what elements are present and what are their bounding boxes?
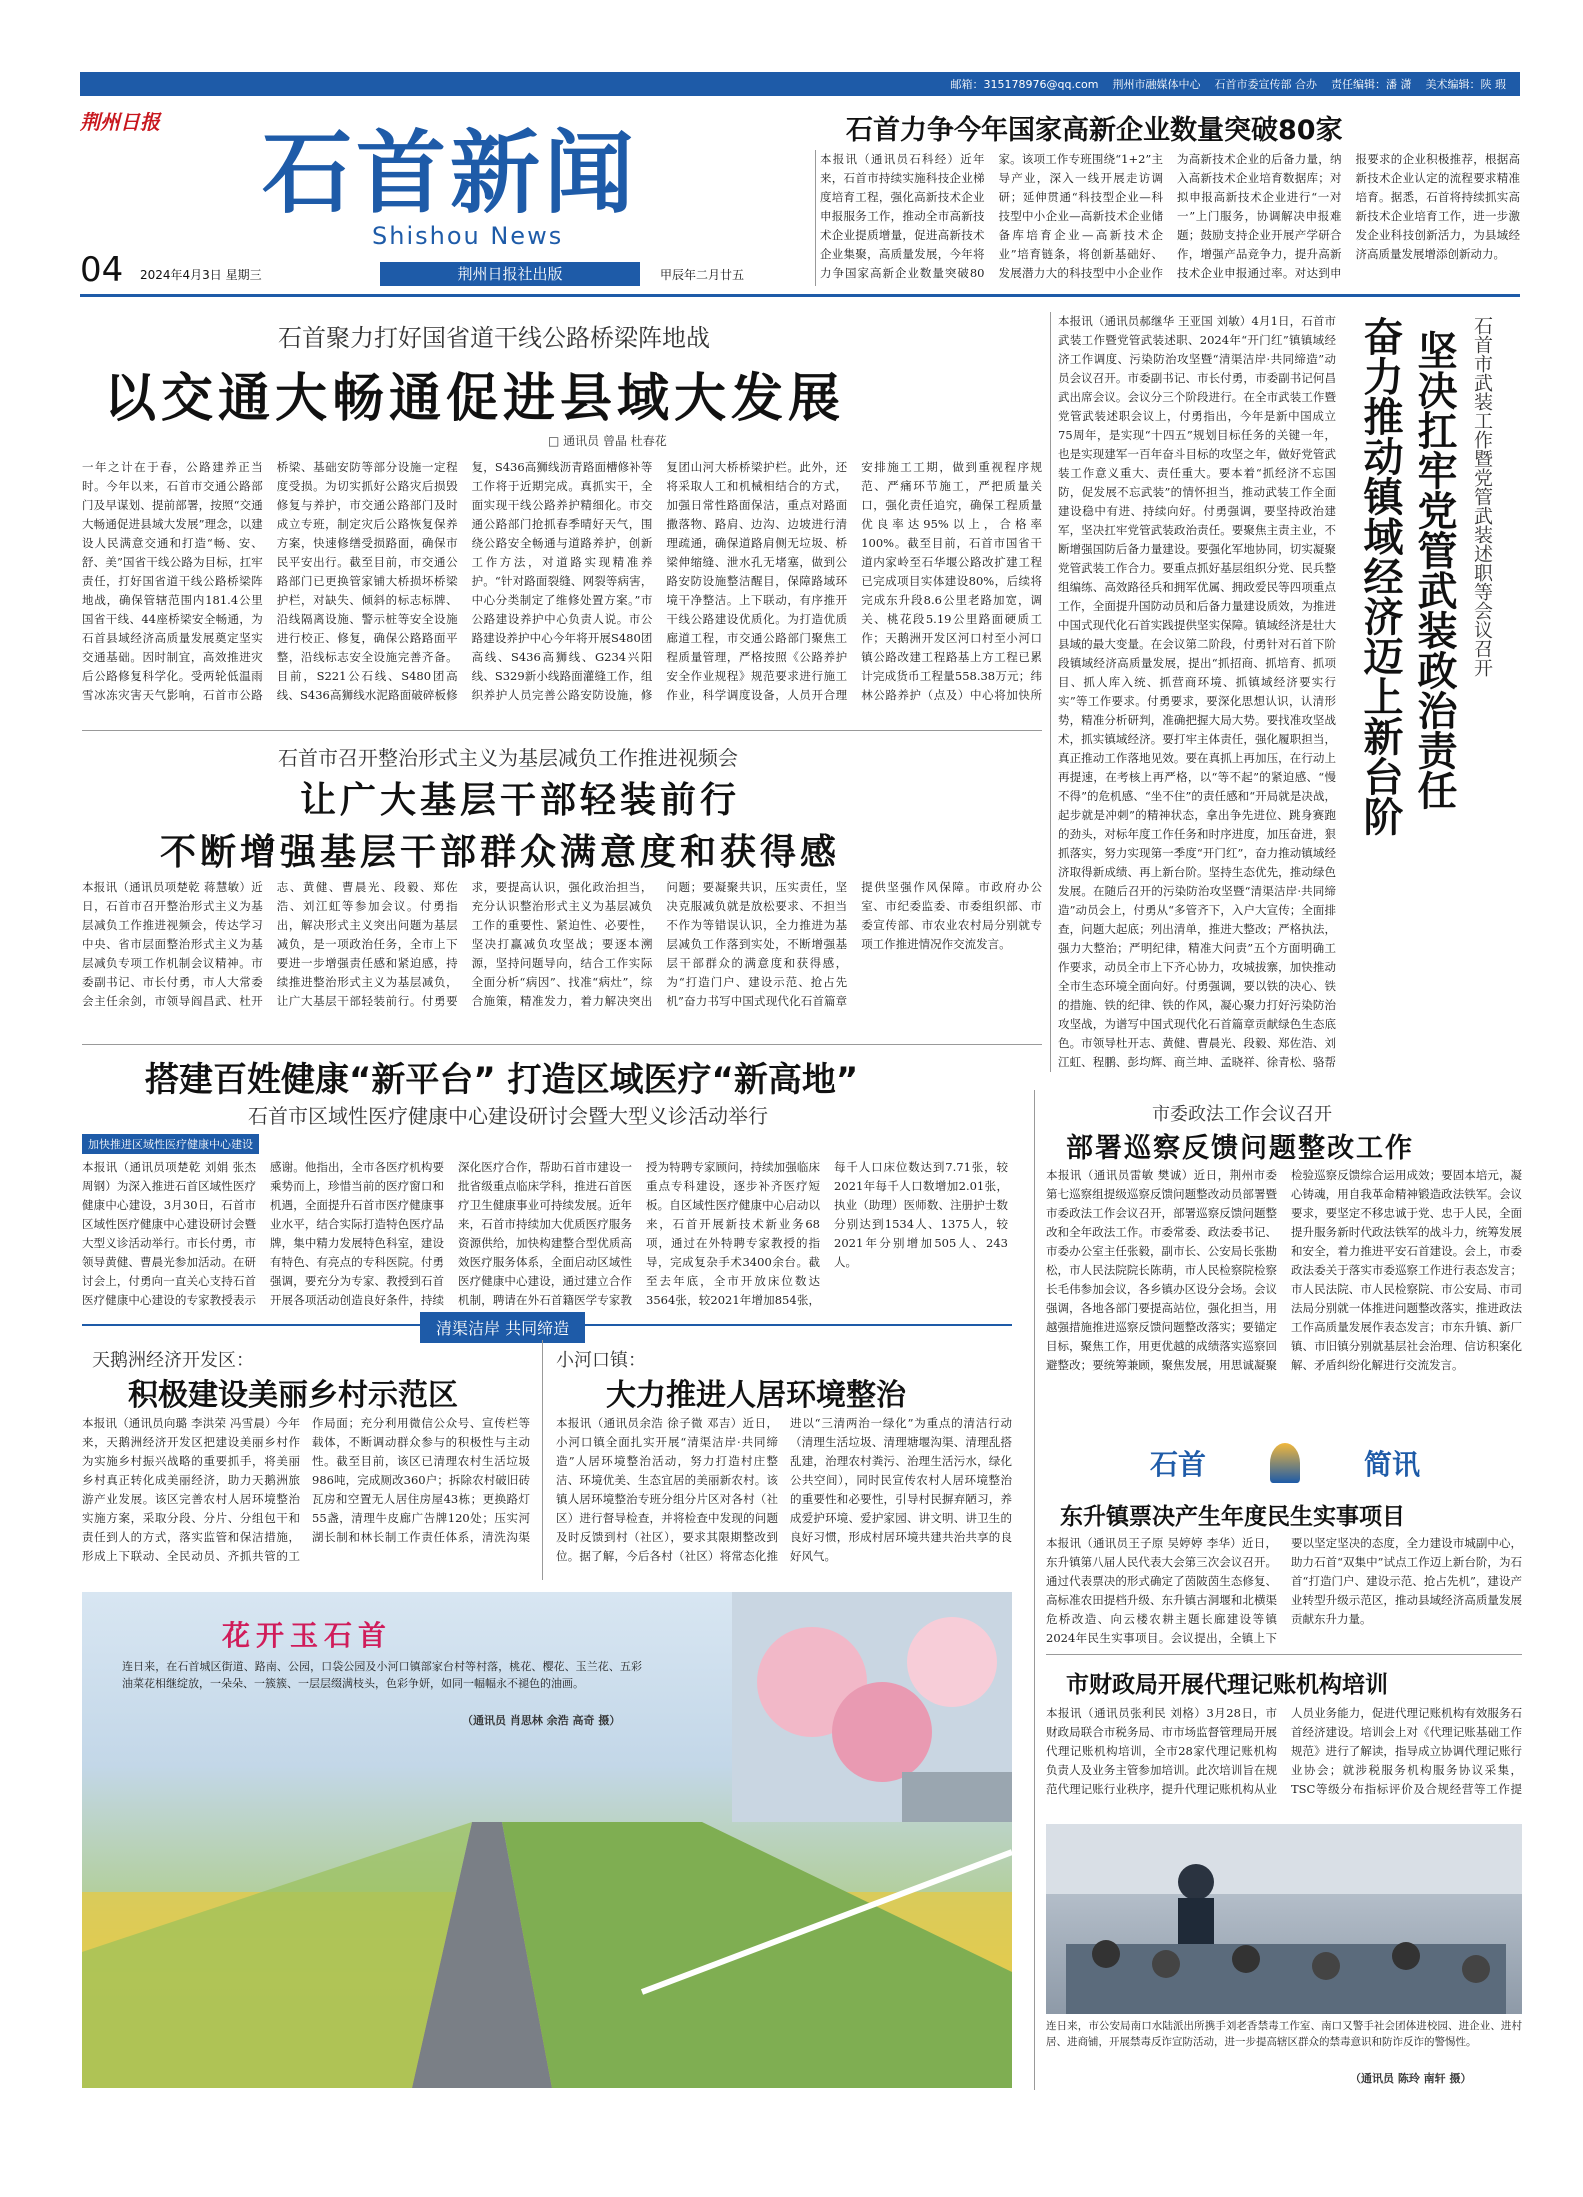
article-2-title: 以交通大畅通促进县域大发展 bbox=[104, 369, 846, 429]
article-3-kicker: 石首市召开整治形式主义为基层减负工作推进视频会 bbox=[278, 746, 738, 770]
photo-caption: 连日来，在石首城区街道、路南、公园，口袋公园及小河口镇部家台村等村落，桃花、樱花、玉兰花、五彩油菜花相继绽放，一朵朵、一簇簇、一层层缀满枝头，色彩争妍，如同一幅幅永不褪色的油画。 bbox=[122, 1660, 642, 1690]
article-4-label: 石首市武装工作暨党管武装述职等会议召开 bbox=[1471, 316, 1493, 677]
divider bbox=[815, 150, 816, 286]
article-5-title: 搭建百姓健康“新平台” 打造区域医疗“新高地” bbox=[145, 1060, 859, 1100]
antidrug-credit: （通讯员 陈玲 南轩 摄） bbox=[1350, 2072, 1472, 2085]
issue-date: 2024年4月3日 星期三 bbox=[140, 268, 262, 282]
article-2-kicker: 石首聚力打好国省道干线公路桥梁阵地战 bbox=[278, 324, 710, 352]
header-rule bbox=[80, 294, 1520, 297]
article-7-title: 积极建设美丽乡村示范区 bbox=[128, 1378, 458, 1413]
org-text: 荆州市融媒体中心 bbox=[1112, 78, 1201, 91]
lunar-date: 甲辰年二月廿五 bbox=[660, 268, 745, 282]
newspaper-logo: 荆州日报 bbox=[80, 110, 160, 134]
spring-flowers-photo bbox=[82, 1592, 1012, 2088]
article-5-body: 本报讯（通讯员项楚乾 刘娟 张杰 周钢）为深入推进石首区域性医疗健康中心建设，3月30日，石首市区域性医疗健康中心建设研讨会暨大型义诊活动举行。市长付勇，市领导黄健、曹晨光参加活动。在研讨会上，付勇向一直关心支持石首医疗健康中心建设的专家教授表示感谢。他指出，全市各医疗机构要乘势而上，珍惜当前的医疗窗口和机遇，全面提升石首市医疗健康事业水平，结合实际打造特色医疗品牌，集中精力发展特色科室，建设有特色、有亮点的专科医院。付勇强调，要充分为专家、教授到石首开展各项活动创造良好条件，持续深化医疗合作，帮助石首市建设一批省级重点临床学科，推进石首医疗卫生健康事业可持续发展。近年来，石首市持续加大优质医疗服务资源供给，加快构建整合型优质高效医疗服务体系，全面启动区域性医疗健康中心建设，通过建立合作机制，聘请在外石首籍医学专家教授为特聘专家顾问，持续加强临床重点专科建设，逐步补齐医疗短板。自区域性医疗健康中心启动以来，石首开展新技术新业务68项，通过在外特聘专家教授的指导，完成复杂手术3400余台。截至去年底，全市开放床位数达3564张，较2021年增加854张，每千人口床位数达到7.71张，较2021年每千人口数增加2.01张，执业（助理）医师数、注册护士数分别达到1534人、1375人，较2021年分别增加505人、243人。 bbox=[82, 1160, 1008, 1307]
article-1-body: 本报讯（通讯员石科经）近年来，石首市持续实施科技企业梯度培育工程，强化高新技术企业申报服务工作，推动全市高新技术企业提质增量，促进高新技术企业集聚，高质量发展，今年将力争国家高新企业数量突破80家。该项工作专班围绕“1+2”主导产业，深入一线开展走访调研；延伸贯通“科技型企业—科技型中小企业—高新技术企业储备库培育企业—高新技术企业”培育链条，将创新基础好、发展潜力大的科技型中小企业作为高新技术企业的后备力量，纳入高新技术企业培育数据库；对拟申报高新技术企业进行“一对一”上门服务，协调解决申报难题；鼓励支持企业开展产学研合作，增强产品竞争力，提升高新技术企业申报通过率。对达到申报要求的企业积极推荐，根据高新技术企业认定的流程要求精准培育。据悉，石首将持续抓实高新技术企业培育工作，进一步激发企业科技创新活力，为县域经济高质量发展增添创新动力。 bbox=[820, 152, 1520, 280]
email-text: 邮箱：315178976@qq.com bbox=[950, 78, 1099, 91]
article-8-body: 本报讯（通讯员余浩 徐子微 邓吉）近日，小河口镇全面扎实开展“清渠洁岸·共同缔造”人居环境整治活动，努力打造村庄整洁、环境优美、生态宜居的美丽新农村。该镇人居环境整治专班分组分片区对各村（社区）进行督导检查，并将检查中发现的问题及时反馈到村（社区），要求其限期整改到位。据了解，今后各村（社区）将常态化推进以“三清两治一绿化”为重点的清洁行动（清理生活垃圾、清理塘堰沟渠、清理乱搭乱建，治理农村粪污、治理生活污水，绿化公共空间），同时民宣传农村人居环境整治的重要性和必要性，引导村民摒弃陋习，养成爱护环境、爱护家园、讲文明、讲卫生的良好习惯，形成村居环境共建共治共享的良好风气。 bbox=[556, 1416, 1012, 1563]
divider bbox=[1050, 312, 1051, 1072]
article-6-kicker: 市委政法工作会议召开 bbox=[1152, 1104, 1332, 1125]
article-6-title: 部署巡察反馈问题整改工作 bbox=[1066, 1133, 1414, 1164]
article-2-byline: □ 通讯员 曾晶 杜春花 bbox=[548, 434, 667, 448]
contact-bar bbox=[80, 72, 1520, 96]
classroom-illustration bbox=[1046, 1824, 1522, 2014]
article-7-body: 本报讯（通讯员向璐 李洪荣 冯雪晨）今年来，天鹅洲经济开发区把建设美丽乡村作为实施乡村振兴战略的重要抓手，将美丽乡村真正转化成美丽经济，助力天鹅洲旅游产业发展。该区完善农村人居环境整治实施方案，采取分段、分片、分组包干和责任到人的方式，落实监管和保洁措施，形成上下联动、全民动员、齐抓共管的工作局面；充分利用微信公众号、宣传栏等载体，不断调动群众参与的积极性与主动性。截至目前，该区已清理农村生活垃圾986吨，完成厕改360户；拆除农村破旧砖瓦房和空置无人居住房屋43栋；更换路灯55盏，清理牛皮廊广告牌120处；压实河湖长制和林长制工作责任体系，清洗沟渠 bbox=[82, 1416, 530, 1563]
brief-1-title: 东升镇票决产生年度民生实事项目 bbox=[1060, 1504, 1405, 1530]
article-3-body: 本报讯（通讯员项楚乾 蒋慧敏）近日，石首市召开整治形式主义为基层减负工作推进视频会，传达学习中央、省市层面整治形式主义为基层减负专项工作机制会议精神。市委副书记、市长付勇，市人大常委会主任余剑，市领导阎昌武、杜开志、黄健、曹晨光、段毅、郑佐浩、刘江虹等参加会议。付勇指出，解决形式主义突出问题为基层减负，是一项政治任务，全市上下要进一步增强责任感和紧迫感，持续推进整治形式主义为基层减负，让广大基层干部轻装前行。付勇要求，要提高认识，强化政治担当，充分认识整治形式主义为基层减负工作的重要性、紧迫性、必要性，坚决打赢减负攻坚战；要逐本溯源，坚持问题导向，结合工作实际全面分析“病因”、找准“病灶”，综合施策，精准发力，着力解决突出问题；要凝聚共识，压实责任，坚决克服减负就是放松要求、不担当不作为等错误认识，全力推进为基层减负工作落到实处，不断增强基层干部群众的满意度和获得感，为“打造门户、建设示范、抢占先机”奋力书写中国式现代化石首篇章提供坚强作风保障。市政府办公室、市纪委监委、市委组织部、市委宣传部、市农业农村局分别就专项工作推进情况作交流发言。 bbox=[82, 880, 1042, 1008]
article-5-subtitle: 石首市区域性医疗健康中心建设研讨会暨大型义诊活动举行 bbox=[248, 1104, 768, 1128]
article-4-title-1: 坚决扛牢党管武装政治责任 bbox=[1411, 330, 1457, 810]
divider bbox=[82, 730, 1042, 731]
brief-2-title: 市财政局开展代理记账机构培训 bbox=[1066, 1672, 1388, 1698]
photo-title: 花开玉石首 bbox=[222, 1619, 393, 1652]
brief-1-body: 本报讯（通讯员王子原 吴婷婷 李华）近日，东升镇第八届人民代表大会第三次会议召开。通过代表票决的形式确定了茵陂茵生态修复、高标准农田提档升级、东升镇古洞堰和北横渠危桥改造、向云楼农耕主题长廊建设等镇2024年民生实事项目。会议提出，全镇上下要以坚定坚决的态度，全力建设市城副中心，助力石首“双集中”试点工作迈上新台阶，为石首“打造门户、建设示范、抢占先机”，建设产业转型升级示范区，推动县域经济高质量发展贡献东升力量。 bbox=[1046, 1536, 1522, 1645]
co-org-text: 石首市委宣传部 合办 bbox=[1214, 78, 1317, 91]
brief-logo-right: 简讯 bbox=[1363, 1448, 1420, 1481]
divider bbox=[82, 1044, 1042, 1045]
flame-icon bbox=[1270, 1443, 1300, 1483]
article-8-kicker: 小河口镇： bbox=[556, 1350, 646, 1371]
brief-logo-left: 石首 bbox=[1150, 1448, 1207, 1481]
antidrug-caption: 连日来，市公安局南口水陆派出所携手刘老香禁毒工作室、南口又警手社会团体进校园、进企业、进村居、进商铺，开展禁毒反诈宣防活动，进一步提高辖区群众的禁毒意识和防诈反诈的警惕性。 bbox=[1046, 2020, 1522, 2048]
article-3-title-2: 不断增强基层干部群众满意度和获得感 bbox=[160, 832, 841, 873]
brief-logo bbox=[1150, 1438, 1420, 1488]
page-number: 04 bbox=[80, 250, 124, 290]
article-6-body: 本报讯（通讯员雷敏 樊诚）近日，荆州市委第七巡察组提级巡察反馈问题整改动员部署暨市委政法工作会议召开，部署巡察反馈问题整改和全年政法工作。市委常委、政法委书记、市委办公室主任张毅，副市长、公安局长张勘松，市人民法院院长陈萌，市人民检察院检察长毛伟参加会议，各乡镇办区设分会场。会议强调，各地各部门要提高站位，强化担当，用越强措施推进巡察反馈问题整改落实；要锚定目标，聚焦工作，用更优越的成绩落实巡察回避整改；要统筹兼顾，聚焦发展，用思诚凝聚检验巡察反馈综合运用成效；要固本培元，凝心铸魂，用自我革命精神锻造政法铁军。会议要求，要坚定不移忠诚于党、忠于人民，全面提升服务新时代政法铁军的战斗力，统筹发展和安全，着力推进平安石首建设。会上，市委政法委关于落实市委巡察工作进行表态发言；市人民法院、市人民检察院、市公安局、市司法局分别就一体推进问题整改落实，推进政法工作高质量发展作表态发言；市东升镇、新厂镇、市旧镇分别就基层社会治理、信访积案化解、矛盾纠纷化解进行交流发言。 bbox=[1046, 1168, 1522, 1372]
brief-2-body: 本报讯（通讯员张利民 刘格）3月28日，市财政局联合市税务局、市市场监督管理局开展代理记账机构培训，全市28家代理记账机构负责人及业务主管参加培训。此次培训旨在规范代理记账行业秩序，提升代理记账机构从业人员业务能力，促进代理记账机构有效服务石首经济建设。培训会上对《代理记账基础工作规范》进行了解读，指导成立协调代理记账行业协会；就涉税服务机构服务协议采集，TSC等级分布指标评价及合规经营等工作提 bbox=[1046, 1706, 1522, 1796]
masthead-english: Shishou News bbox=[372, 222, 564, 250]
article-2-body: 一年之计在于春，公路建养正当时。今年以来，石首市交通公路部门及早谋划、提前部署，按照“交通大畅通促进县域大发展”理念，以建设人民满意交通和打造“畅、安、舒、美”国省干线公路为目标，扛牢责任，打好国省道干线公路桥梁阵地战，确保管辖范围内181.4公里国省干线、44座桥梁安全畅通，为石首县域经济高质量发展奠定坚实交通基础。因时制宜，高效推进灾后公路修复科学化。受两轮低温雨雪冰冻灾害天气影响，石首市公路桥梁、基础安防等部分设施一定程度受损。为切实抓好公路灾后损毁修复与养护，市交通公路部门及时成立专班，制定灾后公路恢复保养方案，快速修缮受损路面，确保市民平安出行。截至目前，市交通公路部门已更换管家铺大桥损坏桥梁护栏，对缺失、倾斜的标志标牌、沿线隔离设施、警示桩等安全设施进行校正、修复，确保公路路面平整，沿线标志安全设施完善齐备。目前，S221公石线、S480团高线、S436高狮线水泥路面破碎板修复，S436高狮线沥青路面槽修补等工作将于近期完成。真抓实干，全面实现干线公路养护精细化。市交通公路部门抢抓春季晴好天气，围绕公路安全畅通与道路养护，创新工作方法，对道路实现精准养护。“针对路面裂缝、网裂等病害，中心分类制定了维修处置方案。”市公路建设养护中心负责人说。市公路建设养护中心今年将开展S480团高线、S436高狮线、G234兴阳线、S329新小线路面灌缝工作，组织养护人员完善公路安防设施，修复团山河大桥桥梁护栏。此外，还将采取人工和机械相结合的方式，加强日常性路面保洁，重点对路面撒落物、路肩、边沟、边坡进行清理疏通，确保道路肩侧无垃圾、桥梁伸缩缝、泄水孔无堵塞，做到公路安防设施整洁醒目，保障路域环境干净整洁。上下联动，有序推开干线公路建设优质化。为打造优质廊道工程，市交通公路部门聚焦工程质量管理，严格按照《公路养护安全作业规程》规范要求进行施工作业，科学调度设备，人员开合理安排施工工期，做到重视程序规范、严痛环节施工，严把质量关口，强化责任追究，确保工程质量优良率达95%以上，合格率100%。截至目前，石首市国省干道内家岭至石华堰公路改扩建工程已完成项目实体建设80%，后续将完成东升段8.6公里老路加宽，调关、桃花段5.19公里路面硬质工作；天鹅洲开发区河口村至小河口镇公路改建工程路基上方工程已累计完成货币工程量558.38万元；纬林公路养护（点及）中心将加快所 bbox=[82, 460, 1042, 702]
article-4-body: 本报讯（通讯员郝继华 王亚国 刘敏）4月1日，石首市武装工作暨党管武装述职、2024年“开门红”镇镇域经济工作调度、污染防治攻坚暨“清渠洁岸·共同缔造”动员会议召开。市委副书记、市长付勇，市委副书记何昌武出席会议。会议分三个阶段进行。在全市武装工作暨党管武装述职会议上，付勇指出，今年是新中国成立75周年，是实现“十四五”规划目标任务的关键一年，也是实现建军一百年奋斗目标的攻坚之年，做好党管武装工作意义重大、责任重大。要本着“抓经济不忘国防，促发展不忘武装”的情怀担当，推动武装工作全面建设稳中有进、持续向好。付勇强调，要坚持政治建军，坚决扛牢党管武装政治责任。要聚焦主责主业，不断增强国防后备力量建设。要强化军地协同，切实凝聚党管武装工作合力。要重点抓好基层组织分党、民兵整组编练、高效路径兵和拥军优属、拥政爱民等四项重点工作，全面提升国防动员和后备力量建设质效，为推进中国式现代化石首实践提供坚实保障。镇域经济是壮大县域的最大变量。在会议第二阶段，付勇针对石首下阶段镇域经济高质量发展，提出“抓招商、抓培育、抓项目、抓人库入统、抓营商环境、抓镇域经济要实行实”等工作要求。付勇要求，要深化思想认识，认清形势，精准分析研判，准确把握大局大势。要找准攻坚战术，抓实镇域经济。要打牢主体责任，强化履职担当，真正推动工作落地见效。要在真抓上再加压，在行动上再提速，在考核上再严格，以“等不起”的紧迫感、“慢不得”的危机感、“坐不住”的责任感和“开局就是决战，起步就是冲刺”的精神状态，拿出争先进位、跳身赛跑的劲头，对标年度工作任务和时序进度，加压奋进，狠抓落实，努力实现第一季度“开门红”，奋力推动镇域经济取得新成绩、再上新台阶。坚持生态优先，推动绿色发展。在随后召开的污染防治攻坚暨“清渠洁岸·共同缔造”动员会上，付勇从“多管齐下，入户大宣传；全面排查，问题大起底；列出清单，推进大整改；严格执法，强力大整治；严明纪律，精准大问责”五个方面明确工作要求，动员全市上下齐心协力，攻城拔寨，加快推动全市生态环境全面向好。付勇强调，要以铁的决心、铁的措施、铁的纪律、铁的作风，凝心聚力打好污染防治攻坚战，为谱写中国式现代化石首篇章贡献绿色生态底色。市领导杜开志、黄健、曹晨光、段毅、郑佐浩、刘江虹、程鹏、彭均辉、商兰坤、孟晓祥、徐青松、骆帮 bbox=[1058, 314, 1336, 1069]
publisher-bar: 荆州日报社出版 bbox=[380, 262, 640, 286]
article-4-title-2: 奋力推动镇域经济迈上新台阶 bbox=[1357, 316, 1403, 836]
article-8-title: 大力推进人居环境整治 bbox=[606, 1378, 906, 1413]
article-3-title-1: 让广大基层干部轻装前行 bbox=[300, 780, 741, 821]
photo-credit: （通讯员 肖思林 余浩 高奇 摄） bbox=[462, 1714, 621, 1727]
banner-label: 清渠洁岸 共同缔造 bbox=[420, 1312, 585, 1343]
divider bbox=[542, 1340, 543, 1580]
masthead: 石首新闻 bbox=[262, 120, 638, 226]
divider bbox=[1034, 1090, 1035, 2090]
article-5-label: 加快推进区域性医疗健康中心建设 bbox=[82, 1134, 259, 1154]
art-editor-text: 美术编辑：陕 瑕 bbox=[1425, 78, 1506, 91]
article-7-kicker: 天鹅洲经济开发区： bbox=[92, 1350, 254, 1371]
editor-text: 责任编辑：潘 潇 bbox=[1331, 78, 1412, 91]
divider bbox=[1046, 1654, 1522, 1655]
antidrug-class-photo bbox=[1046, 1824, 1522, 2014]
article-1-title: 石首力争今年国家高新企业数量突破80家 bbox=[846, 115, 1343, 146]
